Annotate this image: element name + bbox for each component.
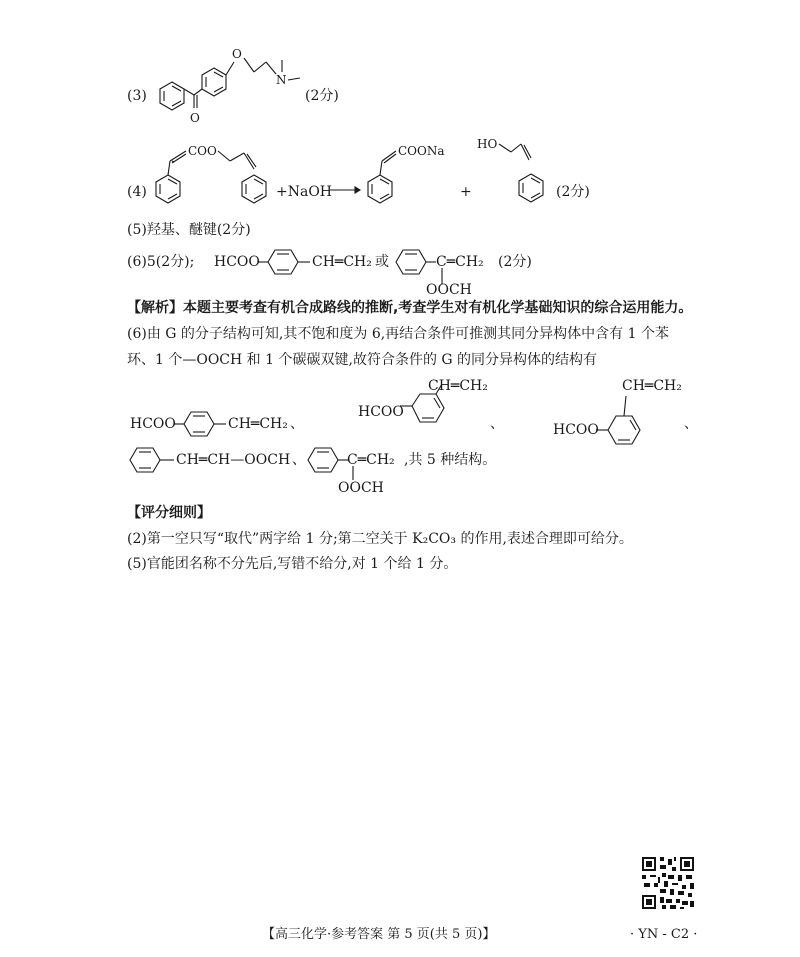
- q6-benzene-ring-2: [392, 248, 438, 276]
- separator-2: 、: [490, 416, 504, 432]
- rules-line-2: (5)官能团名称不分先后,写错不给分,对 1 个给 1 分。: [127, 556, 458, 572]
- q5-answer: (5)羟基、醚键(2分): [127, 222, 251, 238]
- isomer2-vinyl: CH═CH₂: [428, 378, 488, 394]
- q6-alkene-label: C═CH₂: [436, 254, 484, 270]
- isomer1-ring: [174, 410, 230, 438]
- q6-hcoo-label: HCOO: [214, 254, 260, 270]
- isomer3-ring: [596, 390, 656, 446]
- q4-reactant-structure: [148, 135, 278, 215]
- q3-score: (2分): [305, 88, 339, 104]
- q3-label: (3): [127, 88, 147, 104]
- isomer3-hcoo: HCOO: [553, 422, 599, 438]
- isomer4-chain: CH═CH—OOCH: [176, 452, 291, 468]
- q4-product2-structure: [475, 130, 555, 220]
- ester-label: COO: [188, 144, 217, 158]
- q4-plus: +: [460, 184, 472, 200]
- footer-code: · YN - C2 ·: [630, 927, 698, 942]
- separator-3: 、: [684, 416, 698, 432]
- reaction-arrow-icon: [330, 185, 360, 195]
- q4-plus-naoh: +NaOH: [276, 184, 333, 200]
- q6-score: (2分): [498, 254, 532, 270]
- q6-prefix: (6)5(2分);: [127, 254, 195, 270]
- ether-oxygen-label: O: [232, 47, 242, 61]
- analysis-ending: ,共 5 种结构。: [404, 452, 497, 468]
- isomer2-ring: [400, 392, 460, 442]
- isomer5-alkene: C═CH₂: [347, 452, 395, 468]
- rules-heading: 【评分细则】: [127, 505, 211, 521]
- footer-page-info: 【高三化学·参考答案 第 5 页(共 5 页)】: [262, 927, 496, 942]
- nitrogen-label: N: [276, 73, 287, 87]
- q6-benzene-ring-1: [258, 248, 314, 276]
- isomer1-vinyl: CH═CH₂: [228, 416, 288, 432]
- q6-ooch-label: OOCH: [426, 282, 472, 298]
- isomer4-ring: [128, 446, 180, 474]
- rules-line-1: (2)第一空只写“取代”两字给 1 分;第二空关于 K₂CO₃ 的作用,表述合理即可给分。: [127, 531, 633, 547]
- q4-label: (4): [127, 184, 147, 200]
- isomer1-hcoo: HCOO: [130, 416, 176, 432]
- analysis-line-2: 环、1 个—OOCH 和 1 个碳碳双键,故符合条件的 G 的同分异构体的结构有: [127, 352, 598, 368]
- qr-code-icon: [640, 855, 696, 911]
- q4-score: (2分): [556, 184, 590, 200]
- sodium-carboxylate-label: COONa: [398, 144, 445, 158]
- q6-vinyl-label: CH═CH₂: [312, 254, 372, 270]
- analysis-heading: 【解析】本题主要考查有机合成路线的推断,考查学生对有机化学基础知识的综合运用能力。: [127, 300, 693, 316]
- analysis-line-1: (6)由 G 的分子结构可知,其不饱和度为 6,再结合条件可推测其同分异构体中含有 1 个苯: [127, 326, 669, 342]
- isomer2-hcoo: HCOO: [358, 404, 404, 420]
- q6-or: 或: [375, 254, 389, 270]
- separator-1: 、: [290, 416, 304, 432]
- isomer5-ring: [304, 446, 350, 474]
- separator-4: 、: [292, 452, 306, 468]
- keto-oxygen-label: O: [190, 111, 200, 125]
- q4-product1-structure: [362, 135, 472, 215]
- isomer5-ooch: OOCH: [338, 480, 384, 496]
- isomer3-vinyl: CH═CH₂: [622, 378, 682, 394]
- q3-structure: [150, 40, 350, 130]
- hydroxyl-label: HO: [477, 137, 498, 151]
